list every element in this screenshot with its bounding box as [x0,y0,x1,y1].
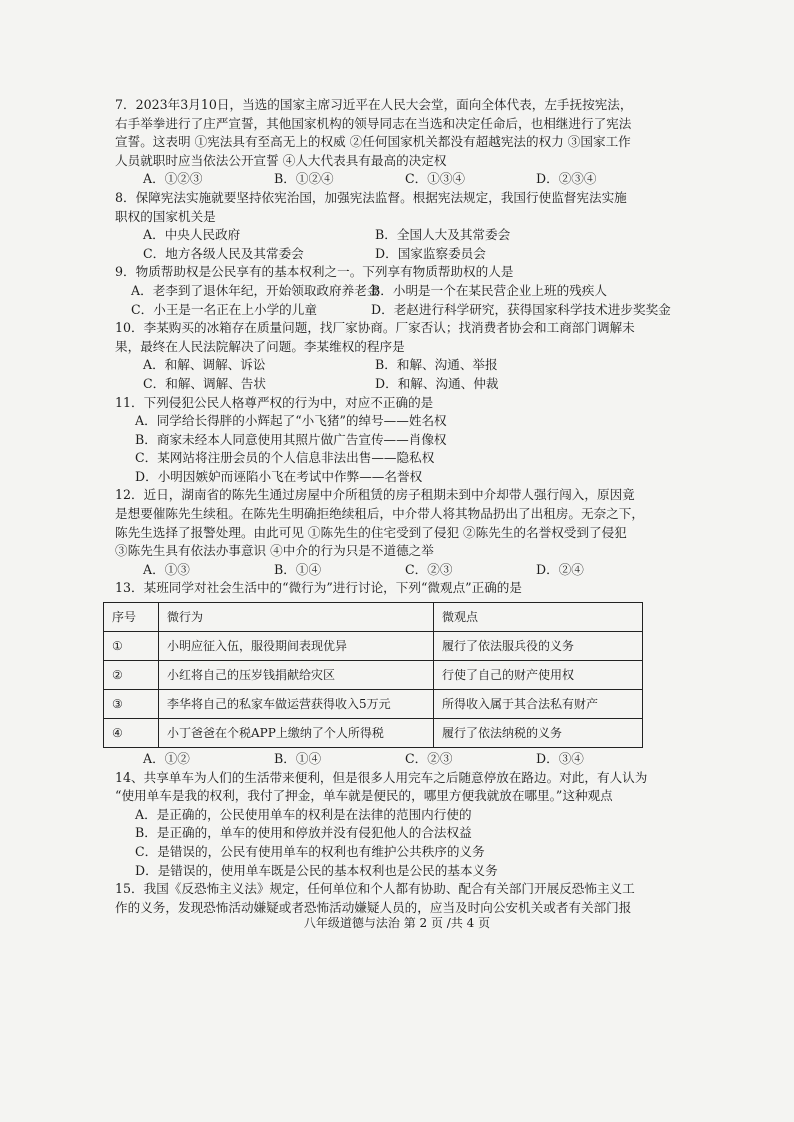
option-a: A．老李到了退休年纪，开始领取政府养老金 [131,282,380,298]
table-cell: 李华将自己的私家车做运营获得收入5万元 [159,690,434,719]
table-cell: ④ [104,719,159,748]
question-10 [115,319,695,393]
question-10-options-row-2 [115,375,695,394]
option-a: A．是正确的，公民使用单车的权利是在法律的范围内行使的 [135,806,472,822]
question-10-line-2: 果，最终在人民法院解决了问题。李某维权的程序是 [115,338,405,354]
question-8-line-1: 8．保障宪法实施就要坚持依宪治国，加强宪法监督。根据宪法规定，我国行使监督宪法实施 [115,189,627,205]
option-c: C．小王是一名正在上小学的儿童 [131,301,317,317]
option-b: B．是正确的，单车的使用和停放并没有侵犯他人的合法权益 [135,825,472,841]
option-b: B．①④ [274,751,322,767]
question-12-line-3: 陈先生选择了报警处理。由此可见 ①陈先生的住宅受到了侵犯 ②陈先生的名誉权受到了侵犯 [115,524,627,540]
question-14-line-2: “使用单车是我的权利，我付了押金，单车就是便民的，哪里方便我就放在哪里。”这种观点 [115,788,613,804]
question-7-line-3: 宣誓。这表明 ①宪法具有至高无上的权威 ②任何国家机关都没有超越宪法的权力 ③国家工作 [115,134,631,150]
question-13-table [103,602,643,748]
option-d: D．和解、沟通、仲裁 [375,375,499,391]
question-12-line-4: ③陈先生具有依法办事意识 ④中介的行为只是不道德之举 [115,543,434,559]
question-14-line-1: 14、共享单车为人们的生活带来便利，但是很多人用完车之后随意停放在路边。对此，有人认为 [115,769,648,785]
option-d: D．老赵进行科学研究，获得国家科学技术进步奖奖金 [371,301,671,317]
question-7-line-4: 人员就职时应当依法公开宣誓 ④人大代表具有最高的决定权 [115,152,447,168]
question-13-options [115,750,695,769]
table-cell: 小红将自己的压岁钱捐献给灾区 [159,661,434,690]
option-a: A．和解、调解、诉讼 [143,357,266,373]
option-d: D．国家监察委员会 [375,245,486,261]
question-12-line-1: 12．近日，湖南省的陈先生通过房屋中介所租赁的房子租期未到中介却带人强行闯入，原因竟 [115,487,635,503]
question-15-line-1: 15．我国《反恐怖主义法》规定，任何单位和个人都有协助、配合有关部门开展反恐怖主义工 [115,881,635,897]
table-header-number: 序号 [104,603,159,632]
table-cell: 行使了自己的财产使用权 [434,661,643,690]
option-d: D．小明因嫉妒而诬陷小飞在考试中作弊——名誉权 [135,468,423,484]
table-row [104,661,643,690]
question-10-options-row-1 [115,356,695,375]
option-a: A．①③ [143,561,190,577]
table-row [104,632,643,661]
option-c: C．地方各级人民及其常委会 [143,245,304,261]
question-7 [115,96,695,189]
question-8-options-row-1 [115,226,695,245]
question-14 [115,769,695,881]
question-13-line-1: 13．某班同学对社会生活中的“微行为”进行讨论，下列“微观点”正确的是 [115,580,522,596]
table-cell: ① [104,632,159,661]
option-c: C．②③ [405,561,453,577]
option-c: C．某网站将注册会员的个人信息非法出售——隐私权 [135,450,435,466]
question-15 [115,880,695,917]
option-b: B．商家未经本人同意使用其照片做广告宣传——肖像权 [135,431,447,447]
question-9-options-row-2 [115,301,695,320]
question-8-line-2: 职权的国家机关是 [115,208,216,224]
question-12-options [115,561,695,580]
option-c: C．①③④ [405,171,466,187]
option-c: C．和解、调解、告状 [143,375,266,391]
questions-area [112,96,695,917]
question-8-options-row-2 [115,245,695,264]
table-cell: ② [104,661,159,690]
page-footer: 八年级道德与法治 第 2 页 /共 4 页 [303,916,491,930]
question-12-line-2: 是想要催陈先生续租。在陈先生明确拒绝续租后，中介带人将其物品扔出了出租房。无奈之下， [115,506,644,522]
table-row [104,719,643,748]
option-a: A．①② [143,751,190,767]
table-cell: ③ [104,690,159,719]
option-b: B．小明是一个在某民营企业上班的残疾人 [371,282,607,298]
question-15-line-2: 作的义务，发现恐怖活动嫌疑或者恐怖活动嫌疑人员的，应当及时向公安机关或者有关部门报 [115,899,632,915]
question-7-line-2: 右手举拳进行了庄严宣誓，其他国家机构的领导同志在当选和决定任命后，也相继进行了宪法 [115,115,632,131]
option-a: A．中央人民政府 [143,227,241,243]
option-b: B．①②④ [274,171,334,187]
table-row [104,690,643,719]
question-7-line-1: 7．2023年3月10日，当选的国家主席习近平在人民大会堂，面向全体代表，左手抚按宪法， [115,97,633,112]
table-cell: 小明应征入伍，服役期间表现优异 [159,632,434,661]
table-header-row [104,603,643,632]
option-b: B．①④ [274,561,322,577]
option-a: A．同学给长得胖的小辉起了“小飞猪”的绰号——姓名权 [135,413,447,429]
table-cell: 所得收入属于其合法私有财产 [434,690,643,719]
question-7-options [115,170,695,189]
table-header-behavior: 微行为 [159,603,434,632]
option-d: D．②③④ [536,171,597,187]
question-12 [115,486,695,579]
question-9-options-row-1 [115,282,695,301]
option-c: C．②③ [405,751,453,767]
question-9-line-1: 9．物质帮助权是公民享有的基本权利之一。下列享有物质帮助权的人是 [115,264,514,280]
question-11-line-1: 11．下列侵犯公民人格尊严权的行为中，对应不正确的是 [115,394,434,410]
table-cell: 小丁爸爸在个税APP上缴纳了个人所得税 [159,719,434,748]
option-a: A．①②③ [143,171,203,187]
table-cell: 履行了依法服兵役的义务 [434,632,643,661]
question-10-line-1: 10．李某购买的冰箱存在质量问题，找厂家协商。厂家否认；找消费者协会和工商部门调解未 [115,320,635,336]
question-8 [115,189,695,263]
table-cell: 履行了依法纳税的义务 [434,719,643,748]
table-header-viewpoint: 微观点 [434,603,643,632]
option-b: B．和解、沟通、举报 [375,357,498,373]
question-13 [112,579,695,768]
option-b: B．全国人大及其常委会 [375,227,511,243]
question-11 [115,394,695,487]
question-9 [115,263,695,319]
option-c: C．是错误的，公民有使用单车的权利也有维护公共秩序的义务 [135,844,485,859]
option-d: D．是错误的，使用单车既是公民的基本权利也是公民的基本义务 [135,862,498,878]
option-d: D．②④ [536,561,584,577]
option-d: D．③④ [536,751,584,767]
